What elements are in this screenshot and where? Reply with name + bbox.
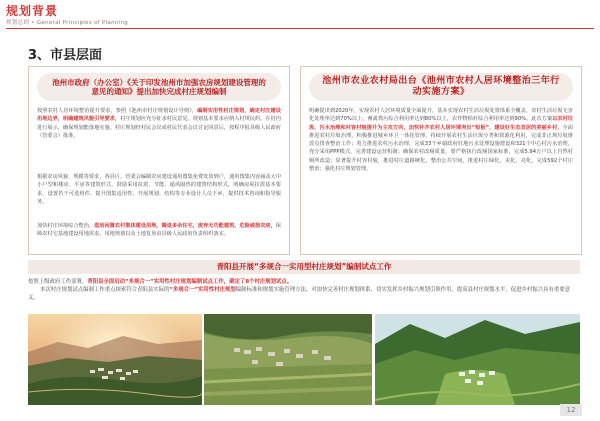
body-text: 按照上级政府工作部署， <box>28 279 88 285</box>
village-aerial-photo-2 <box>204 314 372 405</box>
bottom-paragraph-1 <box>28 278 580 286</box>
header-divider <box>6 28 594 29</box>
body-text: 本次村庄规划试点编制工作重点探索符合青阳县实际的 <box>40 287 170 294</box>
right-pill-text: 池州市农业农村局出台《池州市农村人居环境整治三年行动实施方案》 <box>322 75 560 97</box>
right-policy-box <box>300 66 582 255</box>
bottom-paragraph-2 <box>28 286 580 302</box>
left-pill-text: 池州市政府（办公室）《关于印发池州市加强农房规划建设管理的意见的通知》提出加快完成村庄规划编制 <box>52 78 266 96</box>
photo-village-sunset <box>28 314 202 405</box>
section-title: 3、市县层面 <box>28 48 103 63</box>
header-subtitle: 规划总则 • General Principles of Planning <box>6 20 129 26</box>
body-text: 加快村庄环境综合整治， <box>37 223 95 229</box>
qingyang-banner: 青阳县开展“多规合一实用型村庄规划”编制试点工作 <box>28 260 580 274</box>
body-text: 根据农房风貌、规模等要求，各县区、管委会编制农房建设通用图集免费发放到户，通用图集内容涵盖大中小户型和楼房、平房等建筑形式，鼓励采用抗震、节能、通风隔热的建筑结构形式，明确房屋抗震基本要求，设置若干可选组件，提升图集适用性。开展规划、结构等专业设计人员下乡，提供技术咨询和指导服务。 <box>37 174 281 205</box>
highlighted-text: 盘活闲置农村集体建设用地，腾退多余住宅，废弃无功能建筑、危险破损农房， <box>94 223 276 229</box>
village-mountain-photo <box>375 314 580 405</box>
photo-village-fields <box>204 314 372 405</box>
left-policy-box <box>28 66 290 255</box>
section-brand: 规划背景 <box>6 4 59 18</box>
photo-mountain-valley <box>375 314 580 405</box>
body-text: 编制标准和规划实施管理方法，对加快完善村庄规划体系，切实发挥乡村振兴规划引领作用，提高县村庄规划水平，促进乡村振兴具有重要意义。 <box>28 287 571 302</box>
highlighted-text: “多规合一”实用性村庄规划 <box>169 287 236 294</box>
highlighted-text: 编制实用性村庄规划，确定村庄建设用地边界，明确建筑风貌引导要求， <box>37 108 281 123</box>
highlighted-text: 青阳县全面启动“多规合一”实用性村庄规划编制试点工作，确定了8个村庄规划试点。 <box>87 279 293 285</box>
right-paragraph <box>309 107 573 173</box>
bottom-text <box>28 278 580 303</box>
body-text: 明确提出到2020年，实现农村人居环境质量全面提升，基本实现农村生活垃圾处置体系全覆盖，农村生活垃圾无害化处理率达到70%以上，畜禽粪污综合利用率达到80%以上，农作物秸秆综合利用率达到90%。此次方案 <box>309 108 573 123</box>
page-header <box>0 0 600 38</box>
body-text: 村庄规划应充分征求村民意见，规划基本要求应纳入村规民约，在村内进行展示，确保规划能落地实施。村庄规划经村民会议或村民代表会议讨论同意后，按程序报县级人民政府（管委会）批准。 <box>37 116 281 139</box>
left-paragraph-2 <box>37 173 281 206</box>
left-pill-title <box>37 73 281 101</box>
page-number: 12 <box>560 404 582 416</box>
village-aerial-photo-1 <box>28 314 202 405</box>
body-text: 全面推进农村垃圾治理，积极推进城乡环卫一体化管理，持续开展农村生活垃圾分类和资源化利用，完成非正规垃圾堆放点排查整治工作；着力推进农村污水治理，完成33个乡镇政府驻地污水处理设施建设和321个中心村污水治理，充分采用PPP模式，完善建设运营机制；确保农村改厕质量，要严格执行改厕国家标准，完成5.94万户以上自然村厕所改造；显著提升村容村貌，推进村庄道路硬化，整治公共空间，推进村庄绿化、美化、亮化，完成592个村庄整治；强化村庄规划管理。 <box>309 124 573 173</box>
body-text: 按照农村人居环境整治提升要求，参照《池州市村庄规划设计导则》， <box>37 108 198 114</box>
body-text: 保障农村宅基地建设用地需求。用地规划以及土地复垦由县级人民政府负责组织落实。 <box>37 223 281 238</box>
left-paragraph-1 <box>37 107 281 140</box>
left-paragraph-3 <box>37 222 281 239</box>
highlighted-text: 以农村垃圾、污水治理和村容村貌提升为主攻方向，加快补齐农村人居环境突出“短板”，建设好生态宜居的美丽乡村， <box>309 116 573 131</box>
right-pill-title <box>309 73 573 101</box>
